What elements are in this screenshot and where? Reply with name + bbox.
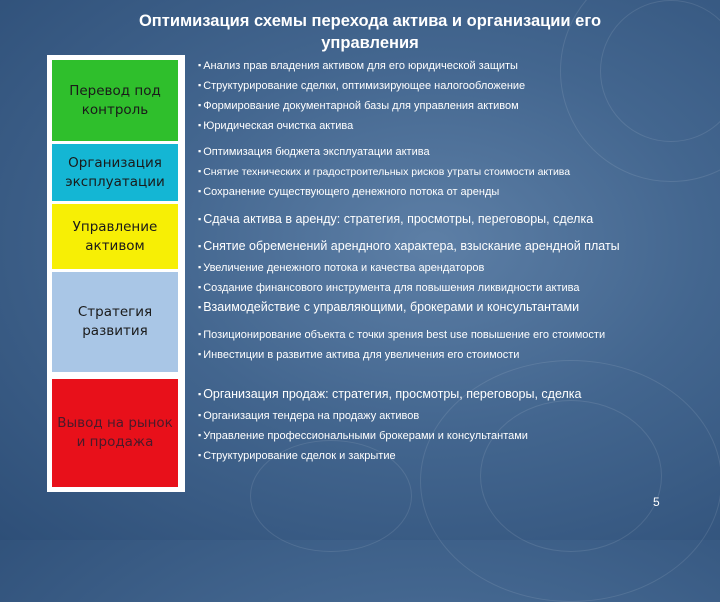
bullet-item: ▪ Юридическая очистка актива [198,116,698,136]
bullet-list-operation [198,142,698,202]
bullet-item: ▪ Организация тендера на продажу активов [198,406,698,426]
stage-box-exit-sale [52,379,178,487]
slide-title: Оптимизация схемы перехода актива и организации его управления [138,12,602,52]
stage-box-management [52,204,178,269]
bullet-item: ▪ Структурирование сделок и закрытие [198,446,698,466]
bullet-item: ▪ Структурирование сделки, оптимизирующее налогообложение [198,76,698,96]
stage-label: Организация эксплуатации [65,154,165,190]
bullet-item: ▪ Взаимодействие с управляющими, брокерами и консультантами [198,296,698,319]
stage-label: Управление активом [72,218,158,254]
bullet-item: ▪ Сдача актива в аренду: стратегия, просмотры, переговоры, сделка [198,208,698,231]
bullet-item: ▪ Инвестиции в развитие актива для увеличения его стоимости [198,345,698,365]
bullet-item: ▪ Сохранение существующего денежного потока от аренды [198,182,698,202]
bullet-item: ▪ Увеличение денежного потока и качества арендаторов [198,258,698,278]
bullet-item: ▪ Оптимизация бюджета эксплуатации актива [198,142,698,162]
bullet-item: ▪ Снятие обременений арендного характера, взыскание арендной платы [198,235,698,258]
page-number: 5 [653,495,660,509]
bullet-item: ▪ Анализ прав владения активом для его юридической защиты [198,56,698,76]
stage-label: Перевод под контроль [69,82,161,118]
bullet-item: ▪ Формирование документарной базы для управления активом [198,96,698,116]
stage-box-operation [52,144,178,201]
bullet-item: ▪ Позиционирование объекта с точки зрения best use повышение его стоимости [198,325,698,345]
bullet-list-exit-sale [198,383,698,466]
bullet-item: ▪ Создание финансового инструмента для повышения ликвидности актива [198,278,698,298]
stage-box-control [52,60,178,141]
bullet-list-strategy [198,296,698,365]
bullet-list-management [198,208,698,298]
stage-box-strategy [52,272,178,372]
bullet-item: ▪ Организация продаж: стратегия, просмотры, переговоры, сделка [198,383,698,406]
bullet-item: ▪ Снятие технических и градостроительных рисков утраты стоимости актива [198,162,698,182]
bullet-list-control [198,56,698,136]
stage-label: Стратегия развития [77,304,153,339]
bullet-item: ▪ Управление профессиональными брокерами и консультантами [198,426,698,446]
stage-label: Вывод на рынок и продажа [57,415,173,450]
